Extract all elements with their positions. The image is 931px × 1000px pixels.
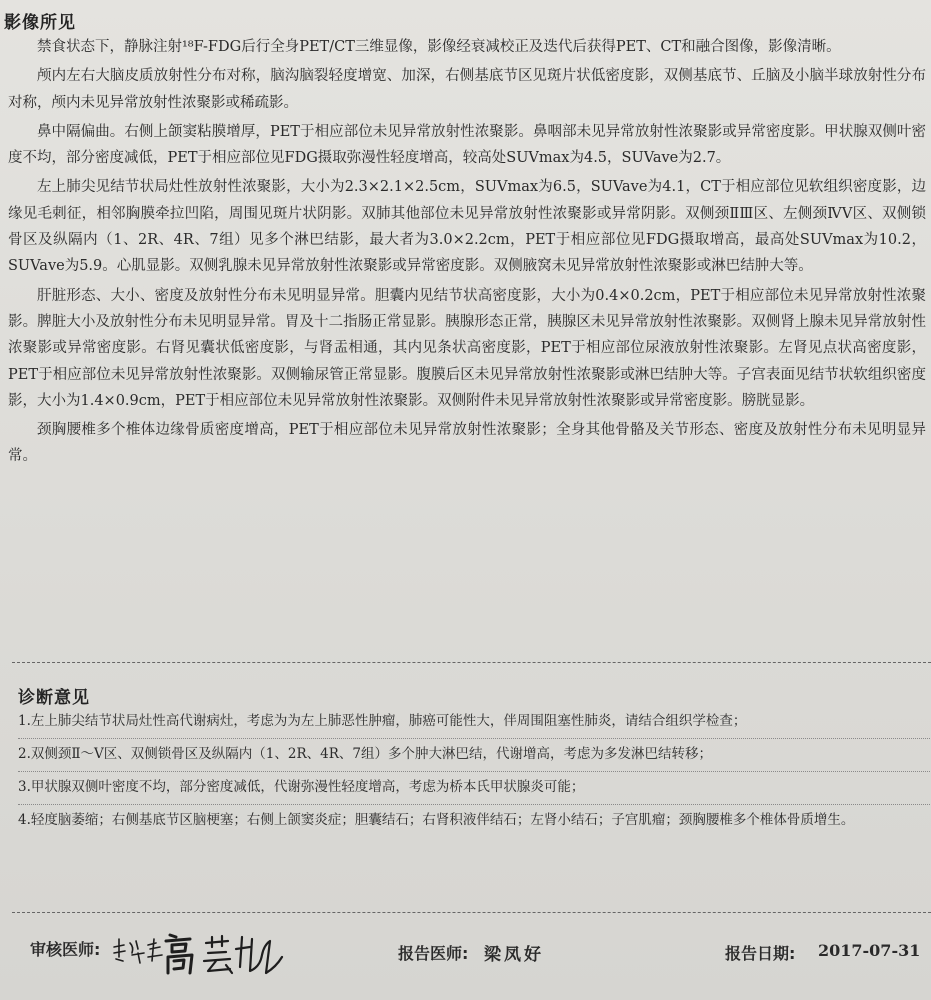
report-footer bbox=[0, 933, 931, 973]
report-date-value: 2017-07-31 bbox=[818, 941, 921, 960]
findings-paragraph: 左上肺尖见结节状局灶性放射性浓聚影，大小为2.3×2.1×2.5cm，SUVmax为6.5，SUVave为4.1，CT于相应部位见软组织密度影，边缘见毛刺征，相邻胸膜牵拉凹陷，周围见斑片状阴影。双肺其他部位未见异常放射性浓聚影或异常阴影。双侧颈ⅡⅢ区、左侧颈ⅣⅤ区、双侧锁骨区及纵隔内（1、2R、4R、7组）见多个淋巴结影，最大者为3.0×2.2cm，PET于相应部位见FDG摄取增高，最高处SUVmax为10.2，SUVave为5.9。心肌显影。双侧乳腺未见异常放射性浓聚影或异常密度影。双侧腋窝未见异常放射性浓聚影或淋巴结肿大等。 bbox=[8, 179, 926, 275]
findings-paragraph: 肝脏形态、大小、密度及放射性分布未见明显异常。胆囊内见结节状高密度影，大小为0.4×0.2cm，PET于相应部位未见异常放射性浓聚影。脾脏大小及放射性分布未见明显异常。胃及十二指肠正常显影。胰腺形态正常，胰腺区未见异常放射性浓聚影。双侧肾上腺未见异常放射性浓聚影或异常密度影。右肾见囊状低密度影，与肾盂相通，其内见条状高密度影，PET于相应部位尿液放射性浓聚影。左肾见点状高密度影，PET于相应部位未见异常放射性浓聚影。双侧输尿管正常显影。腹膜后区未见异常放射性浓聚影或淋巴结肿大等。子宫表面见结节状软组织密度影，大小为1.4×0.9cm，PET于相应部位未见异常放射性浓聚影。双侧附件未见异常放射性浓聚影或异常密度影。膀胱显影。 bbox=[8, 287, 926, 409]
diagnosis-item: 2.双侧颈Ⅱ～Ⅴ区、双侧锁骨区及纵隔内（1、2R、4R、7组）多个肿大淋巴结，代谢增高，考虑为多发淋巴结转移； bbox=[18, 738, 930, 768]
diagnosis-item: 3.甲状腺双侧叶密度不均，部分密度减低，代谢弥漫性轻度增高，考虑为桥本氏甲状腺炎可能； bbox=[18, 771, 930, 801]
diagnosis-item: 1.左上肺尖结节状局灶性高代谢病灶，考虑为为左上肺恶性肿瘤，肺癌可能性大，伴周围阻塞性肺炎，请结合组织学检查； bbox=[18, 713, 747, 729]
diagnosis-item: 4.轻度脑萎缩；右侧基底节区脑梗塞；右侧上颌窦炎症；胆囊结石；右肾积液伴结石；左肾小结石；子宫肌瘤；颈胸腰椎多个椎体骨质增生。 bbox=[18, 804, 930, 834]
reporter-name: 梁凤好 bbox=[484, 945, 544, 965]
footer-divider bbox=[12, 912, 931, 913]
report-date-label: 报告日期: bbox=[725, 944, 796, 963]
findings-paragraph: 禁食状态下，静脉注射¹⁸F-FDG后行全身PET/CT三维显像，影像经衰减校正及迭代后获得PET、CT和融合图像，影像清晰。 bbox=[37, 39, 841, 55]
reviewer-signature bbox=[110, 927, 290, 977]
reporter-label: 报告医师: bbox=[398, 944, 469, 963]
findings-body bbox=[8, 34, 926, 473]
findings-paragraph: 鼻中隔偏曲。右侧上颌窦粘膜增厚，PET于相应部位未见异常放射性浓聚影。鼻咽部未见异常放射性浓聚影或异常密度影。甲状腺双侧叶密度不均，部分密度减低，PET于相应部位见FDG摄取弥漫性轻度增高，较高处SUVmax为4.5，SUVave为2.7。 bbox=[8, 123, 926, 167]
section-divider bbox=[12, 662, 931, 663]
findings-paragraph: 颅内左右大脑皮质放射性分布对称，脑沟脑裂轻度增宽、加深，右侧基底节区见斑片状低密度影，双侧基底节、丘脑及小脑半球放射性分布对称，颅内未见异常放射性浓聚影或稀疏影。 bbox=[8, 68, 926, 111]
findings-heading: 影像所见 bbox=[4, 13, 76, 33]
findings-paragraph: 颈胸腰椎多个椎体边缘骨质密度增高，PET于相应部位未见异常放射性浓聚影；全身其他骨骼及关节形态、密度及放射性分布未见明显异常。 bbox=[8, 422, 926, 465]
diagnosis-heading: 诊断意见 bbox=[18, 688, 90, 708]
diagnosis-body bbox=[18, 708, 930, 837]
reviewer-label: 审核医师: bbox=[30, 940, 101, 959]
